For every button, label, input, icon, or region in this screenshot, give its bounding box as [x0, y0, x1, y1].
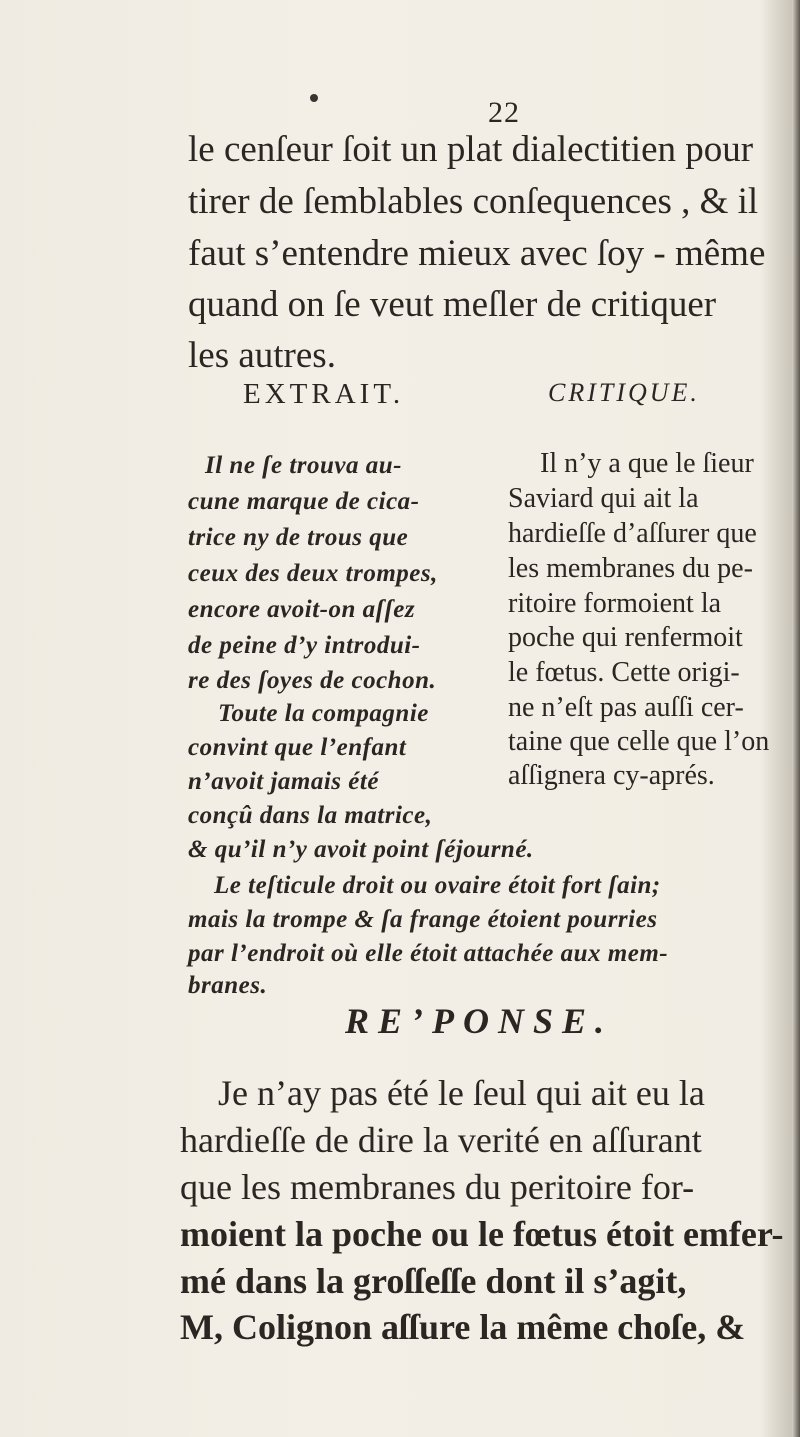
extract-line: Il ne ſe trouva au-	[205, 452, 402, 479]
intro-line: quand on ſe veut meſler de critiquer	[188, 284, 717, 325]
extract-line: mais la trompe & ſa frange étoient pourries	[188, 906, 658, 933]
extract-line: convint que l’enfant	[188, 734, 407, 761]
intro-line: les autres.	[188, 335, 336, 376]
critique-line: hardieſſe d’aſſurer que	[508, 518, 757, 549]
intro-line: faut s’entendre mieux avec ſoy - même	[188, 233, 766, 274]
response-heading: RE’PONSE.	[345, 1001, 614, 1041]
extract-line: de peine d’y introdui-	[188, 632, 421, 659]
response-line: mé dans la groſſeſſe dont il s’agit,	[180, 1261, 687, 1301]
extract-line: Toute la compagnie	[218, 700, 429, 727]
extract-line: trice ny de trous que	[188, 524, 409, 551]
extract-line: branes.	[188, 972, 268, 999]
response-line: hardieſſe de dire la verité en aſſurant	[180, 1120, 702, 1160]
response-line: que les membranes du peritoire for-	[180, 1167, 695, 1207]
response-line: moient la poche ou le fœtus étoit emfer-	[180, 1214, 784, 1254]
page-edge	[792, 0, 800, 1437]
ink-spot	[310, 94, 318, 102]
critique-heading: CRITIQUE.	[548, 378, 700, 407]
critique-line: le fœtus. Cette origi-	[508, 657, 740, 688]
extract-line: & qu’il n’y avoit point ſéjourné.	[188, 836, 534, 863]
extract-line: n’avoit jamais été	[188, 768, 379, 795]
extract-line: par l’endroit où elle étoit attachée aux mem-	[188, 940, 669, 967]
extract-heading: EXTRAIT.	[243, 378, 405, 410]
extract-line: conçû dans la matrice,	[188, 802, 433, 829]
extract-line: Le teſticule droit ou ovaire étoit fort ſain;	[214, 872, 661, 899]
response-line: Je n’ay pas été le ſeul qui ait eu la	[218, 1073, 705, 1113]
critique-line: Saviard qui ait la	[508, 483, 699, 514]
response-line: M, Colignon aſſure la même choſe, &	[180, 1307, 746, 1347]
extract-line: encore avoit-on aſſez	[188, 596, 416, 623]
intro-line: le cenſeur ſoit un plat dialectitien pour	[188, 129, 754, 170]
critique-line: Il n’y a que le ſieur	[540, 448, 754, 479]
critique-line: poche qui renfermoit	[508, 622, 743, 653]
critique-line: ritoire formoient la	[508, 588, 722, 619]
critique-line: ne n’eſt pas auſſi cer-	[508, 692, 744, 723]
extract-line: cune marque de cica-	[188, 488, 420, 515]
extract-line: ceux des deux trompes,	[188, 560, 438, 587]
extract-line: re des ſoyes de cochon.	[188, 667, 437, 694]
critique-line: aſſignera cy-aprés.	[508, 760, 715, 791]
intro-line: tirer de ſemblables conſequences , & il	[188, 181, 759, 222]
critique-line: taine que celle que l’on	[508, 726, 770, 757]
page-number: 22	[488, 96, 520, 129]
critique-line: les membranes du pe-	[508, 553, 753, 584]
